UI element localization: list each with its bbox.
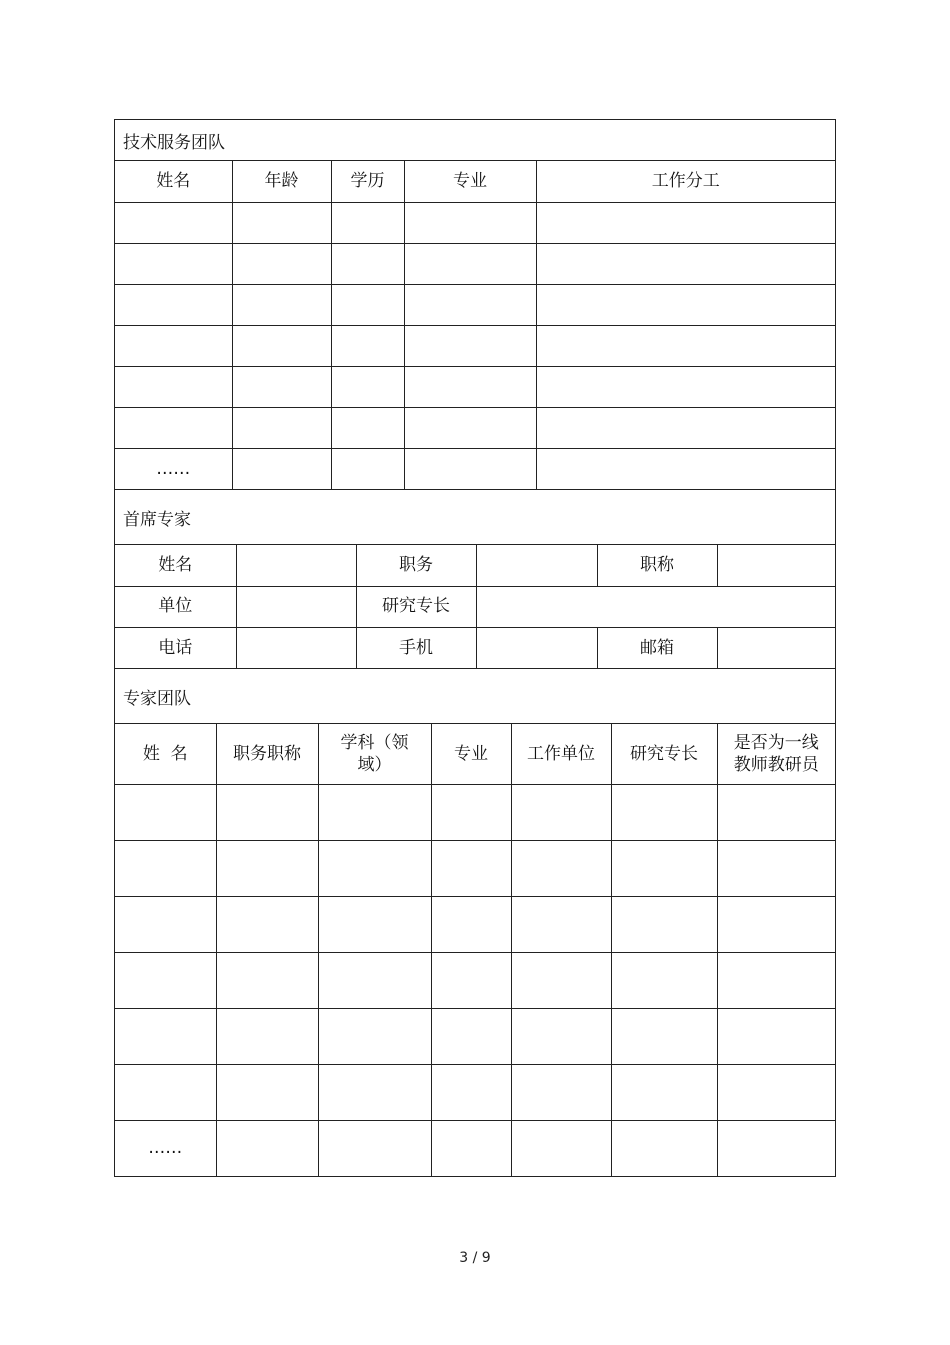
tech-team-cell[interactable]: …… [115,448,232,489]
chief-expert-row-2 [115,586,835,627]
expert-team-section [115,669,835,1176]
tech-team-row [115,284,835,325]
tech-team-row [115,407,835,448]
expert-team-cell[interactable] [611,952,717,1008]
tech-team-cell[interactable] [331,448,404,489]
expert-team-cell[interactable] [611,1064,717,1120]
expert-team-row [115,840,835,896]
expert-team-cell[interactable] [717,952,835,1008]
expert-team-cell[interactable] [115,1008,216,1064]
expert-team-cell[interactable] [511,896,611,952]
tech-team-cell[interactable] [115,243,232,284]
mobile-value[interactable] [476,627,597,668]
expert-team-cell[interactable] [611,1120,717,1176]
chief-expert-table [115,545,835,668]
tech-team-cell[interactable] [536,202,835,243]
expert-team-cell[interactable] [717,1120,835,1176]
tech-team-row [115,366,835,407]
expert-team-cell[interactable] [318,840,431,896]
tech-team-cell[interactable] [115,407,232,448]
expert-team-cell[interactable] [318,952,431,1008]
header-major: 专业 [431,724,511,784]
expert-team-cell[interactable] [318,896,431,952]
expert-team-cell[interactable] [717,896,835,952]
header-frontline-teacher: 是否为一线教师教研员 [717,724,835,784]
tech-team-cell[interactable] [331,202,404,243]
tech-team-row [115,243,835,284]
expert-team-cell[interactable] [611,1008,717,1064]
tech-team-cell[interactable] [115,284,232,325]
expert-team-row [115,1008,835,1064]
position-label: 职务 [356,545,476,586]
expert-team-cell[interactable] [611,840,717,896]
expert-team-cell[interactable] [511,840,611,896]
tech-team-cell[interactable] [536,284,835,325]
tech-team-cell[interactable] [331,243,404,284]
expert-team-cell[interactable] [431,784,511,840]
tech-team-section [115,120,835,490]
tech-team-cell[interactable] [331,325,404,366]
expert-team-cell[interactable] [216,784,318,840]
tech-team-cell[interactable] [536,366,835,407]
expert-team-cell[interactable] [216,840,318,896]
tech-team-cell[interactable] [331,366,404,407]
expert-team-cell[interactable]: …… [115,1120,216,1176]
tech-team-header-row [115,161,835,202]
tech-team-cell[interactable] [536,448,835,489]
expert-team-table [115,724,835,1176]
expert-team-cell[interactable] [717,1064,835,1120]
expert-team-cell[interactable] [216,1120,318,1176]
expert-team-cell[interactable] [115,1064,216,1120]
phone-value[interactable] [236,627,356,668]
tech-team-title: 技术服务团队 [115,120,835,161]
header-age: 年龄 [232,161,331,202]
chief-expert-title: 首席专家 [115,490,835,545]
tech-team-cell[interactable] [404,202,536,243]
expert-team-cell[interactable] [431,840,511,896]
chief-expert-section [115,490,835,669]
expert-team-cell[interactable] [611,784,717,840]
expert-team-cell[interactable] [431,952,511,1008]
expert-team-cell[interactable] [216,952,318,1008]
tech-team-cell[interactable] [232,366,331,407]
unit-label: 单位 [115,586,236,627]
tech-team-row [115,448,835,489]
expert-team-header-row [115,724,835,784]
expert-team-cell[interactable] [511,1120,611,1176]
expert-team-cell[interactable] [431,896,511,952]
tech-team-cell[interactable] [232,202,331,243]
name-label: 姓名 [115,545,236,586]
page-number: 3 / 9 [459,1250,491,1266]
expert-team-cell[interactable] [318,1064,431,1120]
expert-team-cell[interactable] [511,1064,611,1120]
header-workplace: 工作单位 [511,724,611,784]
tech-team-table [115,161,835,489]
expert-team-cell[interactable] [115,896,216,952]
expert-team-row [115,952,835,1008]
expert-team-row [115,784,835,840]
expert-team-cell[interactable] [511,952,611,1008]
expert-team-cell[interactable] [717,784,835,840]
tech-team-cell[interactable] [404,325,536,366]
header-research: 研究专长 [611,724,717,784]
email-value[interactable] [717,627,835,668]
header-title: 职务职称 [216,724,318,784]
tech-team-cell[interactable] [536,407,835,448]
expert-team-cell[interactable] [431,1008,511,1064]
expert-team-cell[interactable] [216,1064,318,1120]
tech-team-cell[interactable] [404,448,536,489]
tech-team-cell[interactable] [404,407,536,448]
tech-team-cell[interactable] [115,366,232,407]
tech-team-cell[interactable] [232,284,331,325]
unit-value[interactable] [236,586,356,627]
tech-team-cell[interactable] [536,325,835,366]
expert-team-cell[interactable] [318,784,431,840]
tech-team-cell[interactable] [232,325,331,366]
expert-team-cell[interactable] [431,1064,511,1120]
tech-team-row [115,325,835,366]
expert-team-cell[interactable] [115,784,216,840]
expert-team-cell[interactable] [511,1008,611,1064]
expert-team-cell[interactable] [115,952,216,1008]
tech-team-row [115,202,835,243]
mobile-label: 手机 [356,627,476,668]
expert-team-cell[interactable] [318,1120,431,1176]
application-form [114,119,836,1177]
expert-team-cell[interactable] [511,784,611,840]
tech-team-cell[interactable] [331,407,404,448]
tech-team-cell[interactable] [404,284,536,325]
tech-team-cell[interactable] [232,407,331,448]
expert-team-cell[interactable] [216,1008,318,1064]
tech-team-cell[interactable] [115,202,232,243]
expert-team-cell[interactable] [216,896,318,952]
tech-team-cell[interactable] [536,243,835,284]
header-education: 学历 [331,161,404,202]
expert-team-title: 专家团队 [115,669,835,724]
expert-team-row [115,896,835,952]
header-major: 专业 [404,161,536,202]
expert-team-cell[interactable] [717,840,835,896]
header-name: 姓名 [115,161,232,202]
position-value[interactable] [476,545,597,586]
expert-team-cell[interactable] [611,896,717,952]
research-value[interactable] [476,586,835,627]
expert-team-cell[interactable] [431,1120,511,1176]
tech-team-cell[interactable] [232,448,331,489]
header-name: 姓 名 [115,724,216,784]
phone-label: 电话 [115,627,236,668]
header-discipline: 学科（领域） [318,724,431,784]
expert-team-cell[interactable] [717,1008,835,1064]
expert-team-cell[interactable] [115,840,216,896]
email-label: 邮箱 [597,627,717,668]
expert-team-cell[interactable] [318,1008,431,1064]
expert-team-row [115,1064,835,1120]
name-value[interactable] [236,545,356,586]
tech-team-cell[interactable] [404,366,536,407]
header-duty: 工作分工 [536,161,835,202]
chief-expert-row-1 [115,545,835,586]
tech-team-cell[interactable] [115,325,232,366]
rank-value[interactable] [717,545,835,586]
chief-expert-row-3 [115,627,835,668]
tech-team-cell[interactable] [331,284,404,325]
tech-team-cell[interactable] [232,243,331,284]
expert-team-row [115,1120,835,1176]
research-label: 研究专长 [356,586,476,627]
tech-team-cell[interactable] [404,243,536,284]
rank-label: 职称 [597,545,717,586]
